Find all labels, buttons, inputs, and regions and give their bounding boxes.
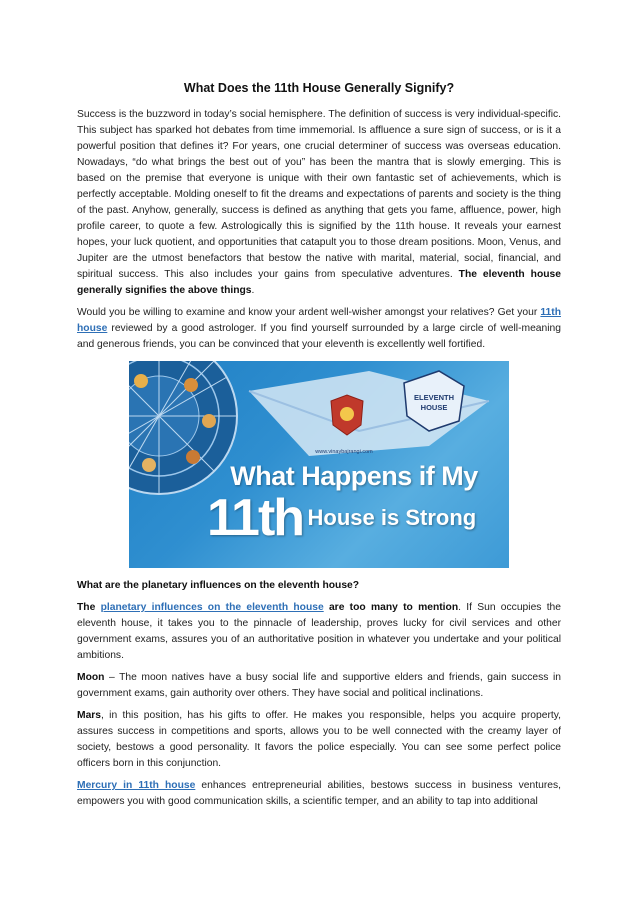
banner-headline-line-1: What Happens if My [230, 461, 478, 491]
paragraph-intro-success [77, 107, 561, 299]
document-content [77, 80, 561, 816]
bold-mars: Mars [77, 710, 102, 721]
bold-statement: The eleventh house generally signifies the above things [77, 269, 561, 296]
eleventh-house-label [409, 393, 459, 413]
paragraph-well-wisher [77, 305, 561, 353]
link-mercury-11th-house[interactable]: Mercury in 11th house [77, 780, 196, 791]
paragraph-planetary-influences [77, 600, 561, 664]
label-line-1: ELEVENTH [413, 393, 454, 402]
page-title: What Does the 11th House Generally Signify? [183, 81, 455, 95]
paragraph-text: – The moon natives have a busy social life and supportive elders and friends, gain success in government exams, gain authority over others. They have social and political inclinations. [77, 672, 561, 699]
paragraph-text: Would you be willing to examine and know your ardent well-wisher amongst your relatives? Get your [77, 307, 541, 318]
paragraph-mars [77, 708, 561, 772]
bold-too-many: are too many to mention [323, 602, 459, 613]
paragraph-text: . If Sun occupies the eleventh house, it takes you to the pinnacle of leadership, proves lucky for civil services and other government exams, assures you of an authoritative position in whatever you undertake and your political ambitions. [77, 602, 562, 661]
paragraph-moon [77, 670, 561, 702]
paragraph-mercury [77, 778, 561, 810]
paragraph-text: enhances entrepreneurial abilities, bestows success in business ventures, empowers you with good communication skills, a scientific temper, and an ability to tap into additional [77, 780, 561, 807]
bold-the: The [77, 602, 101, 613]
paragraph-text: , in this position, has his gifts to offer. He makes you responsible, helps you acquire property, assures success in competitions and sports, allows you to be well connected with the creamy layer of society, bestows a good personality. It favors the police especially. You can see some perfect police officers born in this conjunction. [77, 710, 561, 769]
bold-moon: Moon [77, 672, 105, 683]
section-heading: What are the planetary influences on the eleventh house? [77, 580, 360, 591]
banner-house-strong-text: House is Strong [307, 505, 477, 530]
label-line-2: HOUSE [420, 403, 448, 412]
paragraph-text: Success is the buzzword in today’s social hemisphere. The definition of success is very individual-specific. This subject has sparked hot debates from time immemorial. Is affluence a sure sign of success, or is it a powerful position that defines it? For years, one crucial determiner of success was overseas education. Nowadays, “do what brings the best out of you” has been the mantra that is slowly emerging. This is based on the premise that everyone is unique with their own fantastic set of achievements, which is perfectly acceptable. Molding oneself to fit the dreams and expectations of parents and society is the thing of the past. Anyhow, generally, success is defined as anything that gets you fame, affluence, power, high profile career, to quote a few. Astrologically this is signified by the 11th house. It reveals your earnest hopes, your luck quotient, and opportunities that catapult you to those dream positions. Moon, Venus, and Jupiter are the utmost benefactors that bestow the native with marital, material, social, financial, and spiritual success. This also includes your gains from speculative adventures. [77, 109, 561, 280]
link-11th-house[interactable]: 11th house [77, 307, 561, 334]
banner-headline-line-2 [207, 489, 507, 547]
period: . [251, 285, 255, 296]
banner-11th-text: 11th [207, 489, 304, 547]
paragraph-text: reviewed by a good astrologer. If you find yourself surrounded by a large circle of well-meaning and generous friends, you can be convinced that your eleventh is excellently well fortified. [77, 323, 561, 350]
website-watermark: www.vinaybajrangi.com [315, 449, 373, 455]
banner-image [129, 361, 509, 568]
link-planetary-influences[interactable]: planetary influences on the eleventh house [100, 602, 324, 613]
